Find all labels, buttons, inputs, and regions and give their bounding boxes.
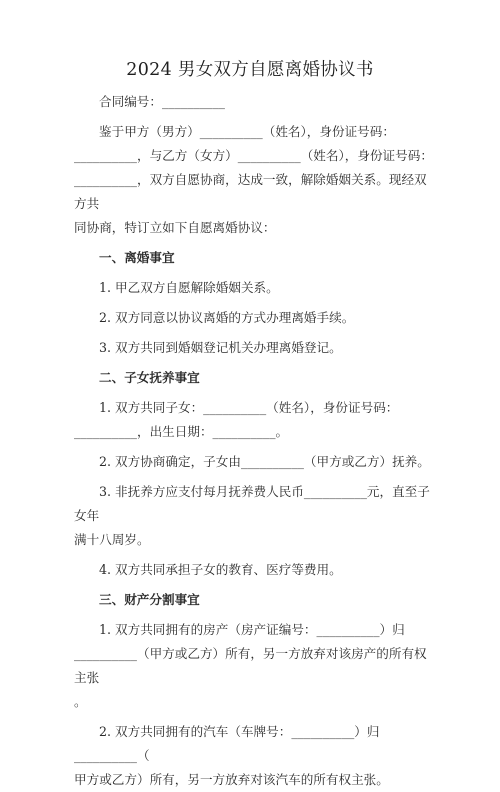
contract-number: 合同编号：__________ (99, 94, 225, 109)
section1-item-3: 3. 双方共同到婚姻登记机关办理离婚登记。 (99, 340, 342, 355)
section2-item-1-line-2: __________，出生日期：__________。 (74, 424, 289, 439)
section2-item-3-line-1: 3. 非抚养方应支付每月抚养费人民币__________元，直至子女年 (74, 484, 430, 523)
section-heading-divorce: 一、离婚事宜 (99, 250, 175, 265)
section3-item-1-line-3: 。 (74, 694, 87, 709)
section1-item-1: 1. 甲乙双方自愿解除婚姻关系。 (99, 280, 279, 295)
section3-item-2-line-1: 2. 双方共同拥有的汽车（车牌号：__________）归__________（ (74, 724, 380, 763)
section3-item-1-line-2: __________（甲方或乙方）所有，另一方放弃对该房产的所有权主张 (74, 646, 427, 685)
section2-item-4: 4. 双方共同承担子女的教育、医疗等费用。 (99, 562, 342, 577)
section2-item-2: 2. 双方协商确定，子女由__________（甲方或乙方）抚养。 (99, 454, 430, 469)
document-title: 2024 男女双方自愿离婚协议书 (126, 60, 374, 80)
intro-line-3: __________，双方自愿协商，达成一致，解除婚姻关系。现经双方共 (74, 172, 427, 211)
section3-item-2-line-2: 甲方或乙方）所有，另一方放弃对该汽车的所有权主张。 (74, 772, 389, 787)
section-heading-property: 三、财产分割事宜 (99, 592, 200, 607)
section1-item-2: 2. 双方同意以协议离婚的方式办理离婚手续。 (99, 310, 355, 325)
intro-line-4: 同协商，特订立如下自愿离婚协议： (74, 220, 276, 235)
intro-line-1: 鉴于甲方（男方）__________（姓名），身份证号码： (99, 124, 395, 139)
section-heading-children: 二、子女抚养事宜 (99, 370, 200, 385)
section2-item-1-line-1: 1. 双方共同子女：__________（姓名），身份证号码： (99, 400, 399, 415)
section3-item-1-line-1: 1. 双方共同拥有的房产（房产证编号：__________）归 (99, 622, 405, 637)
document-body (74, 90, 436, 792)
intro-line-2: __________，与乙方（女方）__________（姓名），身份证号码： (74, 148, 433, 163)
section2-item-3-line-2: 满十八周岁。 (74, 532, 150, 547)
